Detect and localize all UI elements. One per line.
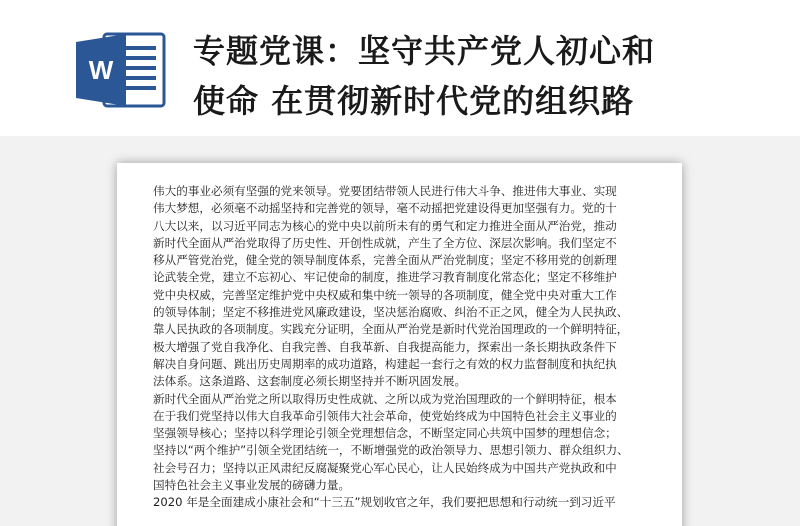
word-icon-letter: W: [88, 55, 114, 85]
document-text-line: 论武装全党，建立不忘初心、牢记使命的制度，推进学习教育制度化常态化；坚定不移维护: [153, 270, 617, 285]
document-text-line: 极大增强了党自我净化、自我完善、自我革新、自我提高能力，探索出一条长期执政条件下: [153, 339, 617, 354]
document-text-line: 解决自身问题、跳出历史周期率的成功道路，构建起一套行之有效的权力监督制度和执纪执: [153, 356, 617, 371]
document-text-line: 法体系。这条道路、这套制度必须长期坚持并不断巩固发展。: [153, 374, 467, 389]
title-line: 使命 在贯彻新时代党的组织路: [193, 82, 635, 120]
document-text-line: 新时代全面从严治党取得了历史性、开创性成就，产生了全方位、深层次影响。我们坚定不: [153, 235, 617, 250]
document-text-line: 在于我们党坚持以伟大自我革命引领伟大社会革命，使党始终成为中国特色社会主义事业的: [153, 408, 617, 423]
document-text-line: 靠人民执政的各项制度。实践充分证明，全面从严治党是新时代党治国理政的一个鲜明特征，: [153, 322, 629, 337]
document-text-line: 伟大的事业必须有坚强的党来领导。党要团结带领人民进行伟大斗争、推进伟大事业、实现: [153, 184, 617, 198]
document-page: [117, 163, 682, 526]
document-text-line: 的领导体制；坚定不移推进党风廉政建设，坚决惩治腐败、纠治不正之风，健全为人民执政、: [153, 305, 629, 320]
document-text-line: 坚强领导核心；坚持以科学理论引领全党理想信念，不断坚定同心共筑中国梦的理想信念；: [153, 426, 617, 441]
document-text-line: 坚持以“两个维护”引领全党团结统一，不断增强党的政治领导力、思想引领力、群众组织力、: [153, 443, 629, 458]
page-title: [193, 26, 773, 126]
header: [0, 0, 800, 136]
document-text-line: 八大以来，以习近平同志为核心的党中央以前所未有的勇气和定力推进全面从严治党，推动: [153, 218, 617, 233]
document-text-line: 2020 年是全面建成小康社会和“十三五”规划收官之年，我们要把思想和行动统一到习近平: [153, 495, 616, 510]
document-text-line: 新时代全面从严治党之所以取得历史性成就、之所以成为党治国理政的一个鲜明特征，根本: [153, 391, 617, 406]
document-text-line: 社会号召力；坚持以正风肃纪反腐凝聚党心军心民心，让人民始终成为中国共产党执政和中: [153, 460, 617, 475]
document-body: [153, 183, 653, 512]
title-line: 专题党课：坚守共产党人初心和: [193, 32, 656, 70]
document-text-line: 党中央权威，完善坚定维护党中央权威和集中统一领导的各项制度，健全党中央对重大工作: [153, 287, 617, 302]
document-text-line: 移从严管党治党，健全党的领导制度体系，完善全面从严治党制度；坚定不移用党的创新理: [153, 253, 617, 268]
word-document-icon: [74, 30, 170, 110]
document-text-line: 国特色社会主义事业发展的磅礴力量。: [153, 478, 351, 493]
document-text-line: 伟大梦想，必须毫不动摇坚持和完善党的领导，毫不动摇把党建设得更加坚强有力。党的十: [153, 201, 617, 216]
